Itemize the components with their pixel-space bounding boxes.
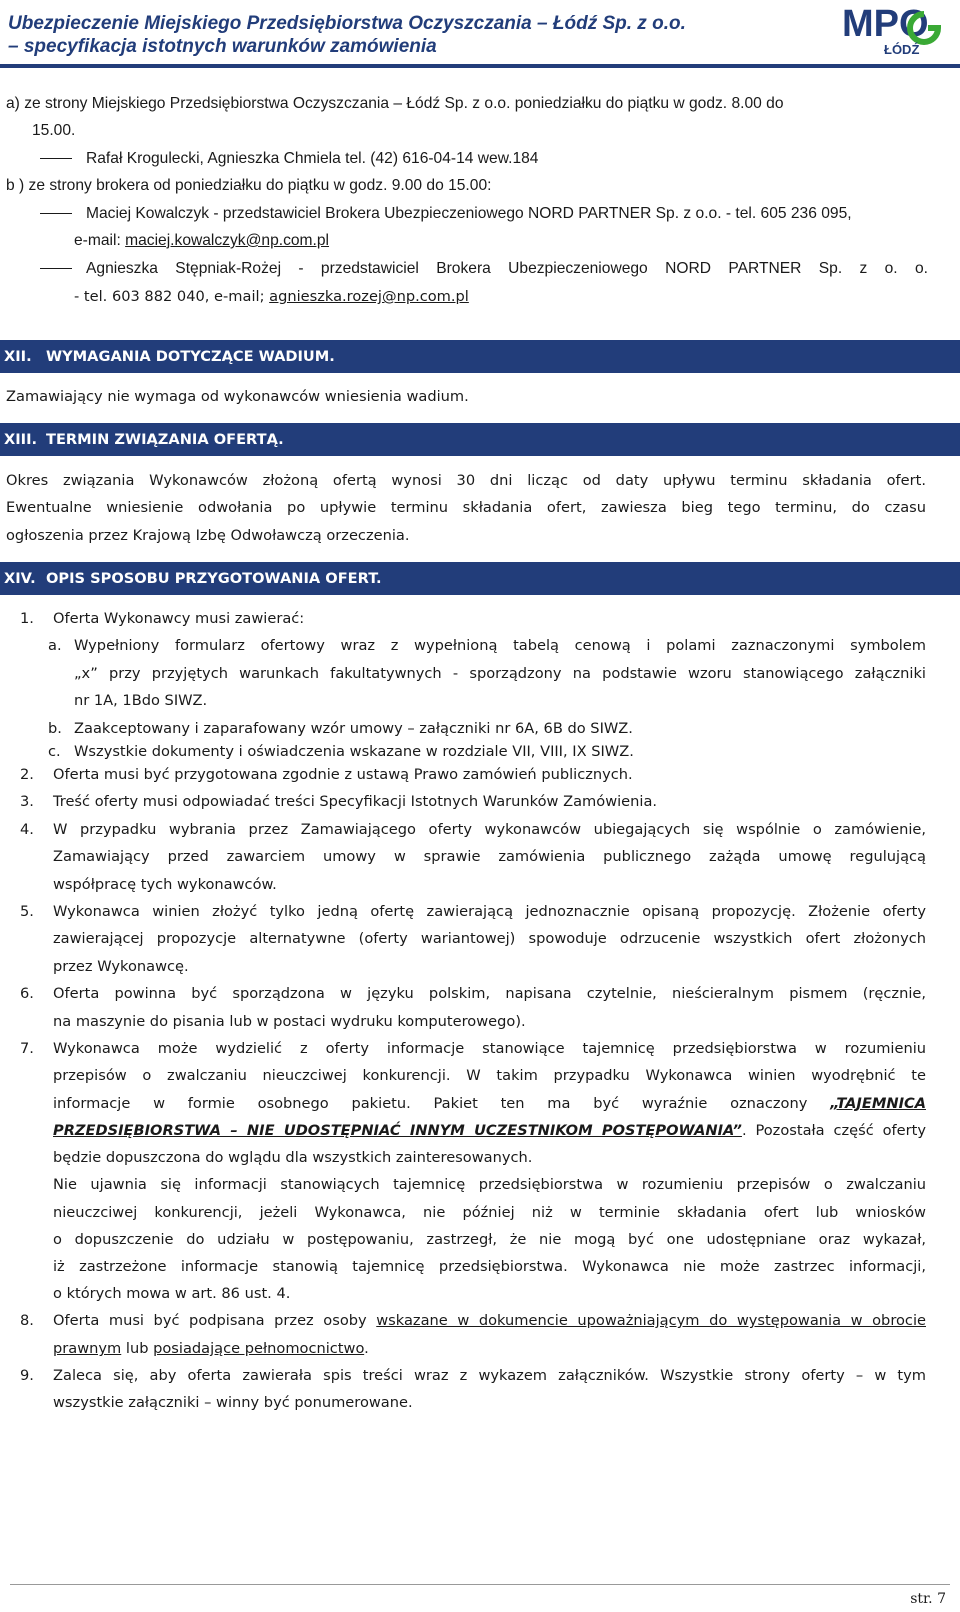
list-item-7-line-7: nieuczciwej konkurencji, jeżeli Wykonawca, nie później niż w terminie składania ofert lub wniosków — [53, 1204, 926, 1221]
dash-bullet-icon — [40, 213, 72, 214]
contact-b1-line-1: Maciej Kowalczyk - przedstawiciel Brokera Ubezpieczeniowego NORD PARTNER Sp. z o.o. - tel. 605 236 095, — [40, 204, 852, 224]
list-item-5-line-3: przez Wykonawcę. — [53, 958, 189, 975]
list-item-7-line-5: będzie dopuszczona do wglądu dla wszystkich zainteresowanych. — [53, 1149, 533, 1166]
contact-b2-email-line: - tel. 603 882 040, e-mail; agnieszka.rozej@np.com.pl — [74, 288, 469, 305]
sublist-a-line-1: Wypełniony formularz ofertowy wraz z wypełnioną tabelą cenową i polami zaznaczonymi symbolem — [74, 637, 926, 654]
dash-bullet-icon — [40, 268, 72, 269]
contact-b2-line-1: Agnieszka Stępniak-Rożej - przedstawiciel Brokera Ubezpieczeniowego NORD PARTNER Sp. z o. o. — [40, 259, 928, 279]
contact-b1-email-line: e-mail: maciej.kowalczyk@np.com.pl — [74, 232, 330, 249]
list-number: 6. — [20, 985, 34, 1002]
list-number: 8. — [20, 1312, 34, 1329]
section-xiv-header — [0, 562, 960, 595]
contact-a-person: Rafał Krogulecki, Agnieszka Chmiela tel. (42) 616-04-14 wew.184 — [40, 149, 538, 169]
list-number: 2. — [20, 766, 34, 783]
confidential-marking-start: „TAJEMNICA — [830, 1095, 926, 1112]
sublist-c-line-1: Wszystkie dokumenty i oświadczenia wskazane w rozdziale VII, VIII, IX SIWZ. — [74, 743, 634, 760]
list-item-2: Oferta musi być przygotowana zgodnie z ustawą Prawo zamówień publicznych. — [53, 766, 633, 783]
list-number: 1. — [20, 610, 34, 627]
list-item-6-line-1: Oferta powinna być sporządzona w języku polskim, napisana czytelnie, nieścieralnym pismem (ręcznie, — [53, 985, 926, 1002]
section-xiii-line-2: Ewentualne wniesienie odwołania po upływie terminu składania ofert, zawiesza bieg tego terminu, do czasu — [6, 499, 926, 516]
section-title: TERMIN ZWIĄZANIA OFERTĄ. — [46, 431, 284, 448]
list-item-3: Treść oferty musi odpowiadać treści Specyfikacji Istotnych Warunków Zamówienia. — [53, 793, 658, 810]
list-item-5-line-2: zawierającej propozycje alternatywne (oferty wariantowej) spowoduje odrzucenie wszystkich ofert złożonych — [53, 930, 926, 947]
logo-text-mpo: MPO — [842, 3, 929, 45]
agnieszka-email-link[interactable]: agnieszka.rozej@np.com.pl — [269, 288, 469, 305]
logo-text-lodz: ŁÓDŹ — [884, 42, 920, 57]
header-divider — [0, 64, 960, 68]
list-item-7-line-10: o których mowa w art. 86 ust. 4. — [53, 1285, 291, 1302]
list-item-4-line-2: Zamawiający przed zawarciem umowy w sprawie zamówienia publicznego zażąda umowę regulującą — [53, 848, 926, 865]
list-item-7-line-2: przepisów o zwalczaniu nieuczciwej konkurencji. W takim przypadku Wykonawca winien wyodrębnić te — [53, 1067, 926, 1084]
sublist-a-line-2: „x” przy przyjętych warunkach fakultatywnych - sporządzony na podstawie wzoru stanowiącego załączniki — [74, 665, 926, 682]
list-item-4-line-1: W przypadku wybrania przez Zamawiającego oferty wykonawców ubiegających się wspólnie o zamówienie, — [53, 821, 926, 838]
section-title: WYMAGANIA DOTYCZĄCE WADIUM. — [46, 348, 335, 365]
mpo-logo-icon — [840, 2, 958, 60]
section-xiii-line-3: ogłoszenia przez Krajową Izbę Odwoławczą orzeczenia. — [6, 527, 410, 544]
section-xii-text: Zamawiający nie wymaga od wykonawców wniesienia wadium. — [6, 388, 469, 405]
list-item-6-line-2: na maszynie do pisania lub w postaci wydruku komputerowego). — [53, 1013, 526, 1030]
list-item-8-line-2: prawnym lub posiadające pełnomocnictwo. — [53, 1340, 369, 1357]
section-xiii-header — [0, 423, 960, 456]
maciej-email-link[interactable]: maciej.kowalczyk@np.com.pl — [125, 232, 330, 249]
contact-b-line: b ) ze strony brokera od poniedziałku do piątku w godz. 9.00 do 15.00: — [6, 177, 492, 194]
list-number: 4. — [20, 821, 34, 838]
page-number: str. 7 — [910, 1591, 946, 1607]
list-number: 3. — [20, 793, 34, 810]
contact-a-line-1: a) ze strony Miejskiego Przedsiębiorstwa Oczyszczania – Łódź Sp. z o.o. poniedziałku do piątku w godz. 8.00 do — [6, 95, 784, 112]
list-item-7-line-9: iż zastrzeżone informacje stanowią tajemnicę przedsiębiorstwa. Wykonawca nie może zastrzec informacji, — [53, 1258, 926, 1275]
list-item-7-line-1: Wykonawca może wydzielić z oferty informacje stanowiące tajemnicę przedsiębiorstwa w rozumieniu — [53, 1040, 926, 1057]
section-number: XIV. — [4, 570, 36, 587]
footer-divider — [10, 1584, 950, 1585]
list-item-7-line-3: informacje w formie osobnego pakietu. Pakiet ten ma być wyraźnie oznaczony „TAJEMNICA — [53, 1095, 926, 1112]
confidential-marking-end: PRZEDSIĘBIORSTWA – NIE UDOSTĘPNIAĆ INNYM UCZESTNIKOM POSTĘPOWANIA” — [53, 1122, 742, 1139]
list-item-9-line-2: wszystkie załączniki – winny być ponumerowane. — [53, 1394, 413, 1411]
header-title-line-2: – specyfikacja istotnych warunków zamówienia — [8, 36, 437, 57]
list-number: 7. — [20, 1040, 34, 1057]
list-item-1: Oferta Wykonawcy musi zawierać: — [53, 610, 305, 627]
sublist-letter: a. — [48, 637, 62, 654]
header-title-line-1: Ubezpieczenie Miejskiego Przedsiębiorstwa Oczyszczania – Łódź Sp. z o.o. — [8, 13, 686, 34]
list-item-8-line-1: Oferta musi być podpisana przez osoby wskazane w dokumencie upoważniającym do występowania w obrocie — [53, 1312, 926, 1329]
sublist-letter: c. — [48, 743, 61, 760]
section-number: XII. — [4, 348, 32, 365]
list-item-7-line-6: Nie ujawnia się informacji stanowiących tajemnicę przedsiębiorstwa w rozumieniu przepisów o zwalczaniu — [53, 1176, 926, 1193]
dash-bullet-icon — [40, 158, 72, 159]
list-item-9-line-1: Zaleca się, aby oferta zawierała spis treści wraz z wykazem załączników. Wszystkie strony oferty – w tym — [53, 1367, 926, 1384]
list-item-5-line-1: Wykonawca winien złożyć tylko jedną ofertę zawierającą jednoznacznie opisaną propozycję. Złożenie oferty — [53, 903, 926, 920]
sublist-a-line-3: nr 1A, 1Bdo SIWZ. — [74, 692, 208, 709]
sublist-letter: b. — [48, 720, 62, 737]
list-number: 9. — [20, 1367, 34, 1384]
section-title: OPIS SPOSOBU PRZYGOTOWANIA OFERT. — [46, 570, 382, 587]
section-xii-header — [0, 340, 960, 373]
sublist-b-line-1: Zaakceptowany i zaparafowany wzór umowy – załączniki nr 6A, 6B do SIWZ. — [74, 720, 633, 737]
list-item-7-line-4: PRZEDSIĘBIORSTWA – NIE UDOSTĘPNIAĆ INNYM UCZESTNIKOM POSTĘPOWANIA”. Pozostała część oferty — [53, 1122, 926, 1139]
list-item-4-line-3: współpracę tych wykonawców. — [53, 876, 277, 893]
list-item-7-line-8: o dopuszczenie do udziału w postępowaniu, zastrzegł, że nie mogą być one udostępniane oraz wykazał, — [53, 1231, 926, 1248]
list-number: 5. — [20, 903, 34, 920]
section-xiii-line-1: Okres związania Wykonawców złożoną ofertą wynosi 30 dni licząc od daty upływu terminu składania ofert. — [6, 472, 926, 489]
document-header-title — [8, 12, 686, 58]
contact-a-line-2: 15.00. — [32, 122, 76, 139]
section-number: XIII. — [4, 431, 38, 448]
